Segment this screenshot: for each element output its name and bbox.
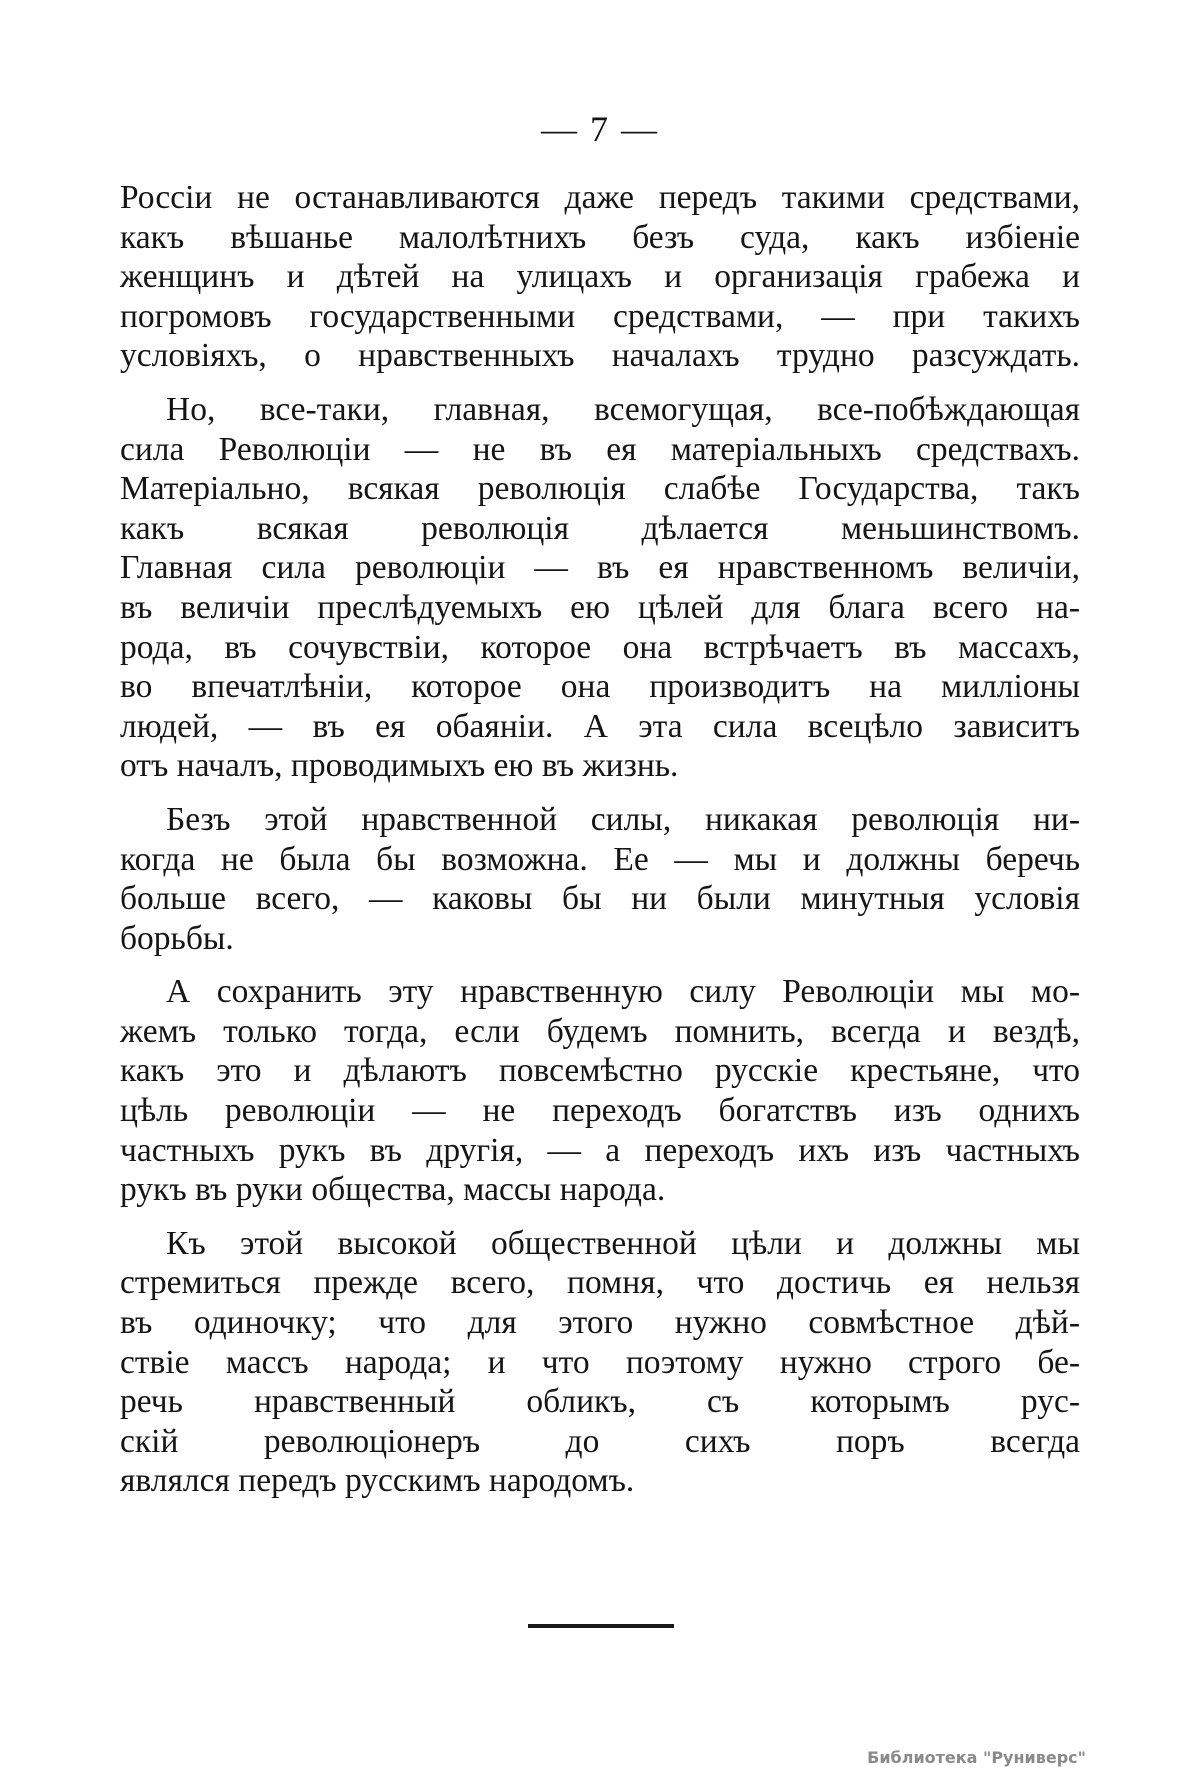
text-line: ствіе массъ народа; и что поэтому нужно строго бе- bbox=[120, 1343, 1080, 1381]
text-line: Матеріально, всякая революція слабѣе Государства, такъ bbox=[120, 470, 1080, 508]
text-line: Но, все-таки, главная, всемогущая, все-побѣждающая bbox=[166, 390, 1080, 428]
text-line: когда не была бы возможна. Ее — мы и должны беречь bbox=[120, 840, 1080, 878]
paragraph bbox=[120, 972, 1080, 1210]
text-line: какъ вѣшанье малолѣтнихъ безъ суда, какъ избіеніе bbox=[120, 218, 1080, 256]
text-line: скій революціонеръ до сихъ поръ всегда bbox=[120, 1422, 1080, 1460]
paragraph bbox=[120, 1224, 1080, 1501]
text-line: сила Революціи — не въ ея матеріальныхъ средствахъ. bbox=[120, 430, 1080, 468]
text-line: во впечатлѣніи, которое она производитъ на милліоны bbox=[120, 668, 1080, 706]
end-rule bbox=[528, 1624, 674, 1628]
text-line: Къ этой высокой общественной цѣли и должны мы bbox=[166, 1224, 1080, 1262]
text-line: отъ началъ, проводимыхъ ею въ жизнь. bbox=[120, 747, 679, 785]
text-line: въ одиночку; что для этого нужно совмѣстное дѣй- bbox=[120, 1304, 1080, 1342]
text-line: людей, — въ ея обаяніи. А эта сила всецѣло зависитъ bbox=[120, 707, 1080, 745]
text-line: жемъ только тогда, если будемъ помнить, всегда и вездѣ, bbox=[120, 1012, 1080, 1050]
text-line: цѣль революціи — не переходъ богатствъ изъ однихъ bbox=[120, 1092, 1080, 1130]
text-line: больше всего, — каковы бы ни были минутныя условія bbox=[120, 880, 1080, 918]
text-line: борьбы. bbox=[120, 919, 234, 957]
text-line: А сохранить эту нравственную силу Революціи мы мо- bbox=[166, 973, 1080, 1011]
paragraph bbox=[120, 390, 1080, 786]
text-line: Безъ этой нравственной силы, никакая революція ни- bbox=[166, 800, 1080, 838]
text-line: стремиться прежде всего, помня, что достичь ея нельзя bbox=[120, 1264, 1080, 1302]
watermark: Библиотека "Руниверс" bbox=[867, 1748, 1086, 1767]
text-line: женщинъ и дѣтей на улицахъ и организація грабежа и bbox=[120, 258, 1080, 296]
text-line: речь нравственный обликъ, съ которымъ рус- bbox=[120, 1383, 1080, 1421]
text-line: въ величіи преслѣдуемыхъ ею цѣлей для блага всего на- bbox=[120, 588, 1080, 626]
body-text bbox=[120, 178, 1080, 1501]
page-number: — 7 — bbox=[541, 109, 659, 149]
text-line: погромовъ государственными средствами, — при такихъ bbox=[120, 297, 1080, 335]
text-line: частныхъ рукъ въ другія, — а переходъ ихъ изъ частныхъ bbox=[120, 1131, 1080, 1169]
text-line: условіяхъ, о нравственныхъ началахъ трудно разсуждать. bbox=[120, 337, 1080, 375]
text-line: Россіи не останавливаются даже передъ такими средствами, bbox=[120, 179, 1080, 216]
text-line: являлся передъ русскимъ народомъ. bbox=[120, 1462, 635, 1500]
text-line: какъ всякая революція дѣлается меньшинствомъ. bbox=[120, 509, 1080, 547]
text-line: рода, въ сочувствіи, которое она встрѣчаетъ въ массахъ, bbox=[120, 628, 1080, 666]
text-line: Главная сила революціи — въ ея нравственномъ величіи, bbox=[120, 549, 1080, 587]
text-line: рукъ въ руки общества, массы народа. bbox=[120, 1171, 666, 1209]
paragraph bbox=[120, 800, 1080, 958]
paragraph bbox=[120, 178, 1080, 376]
text-line: какъ это и дѣлаютъ повсемѣстно русскіе крестьяне, что bbox=[120, 1052, 1080, 1090]
